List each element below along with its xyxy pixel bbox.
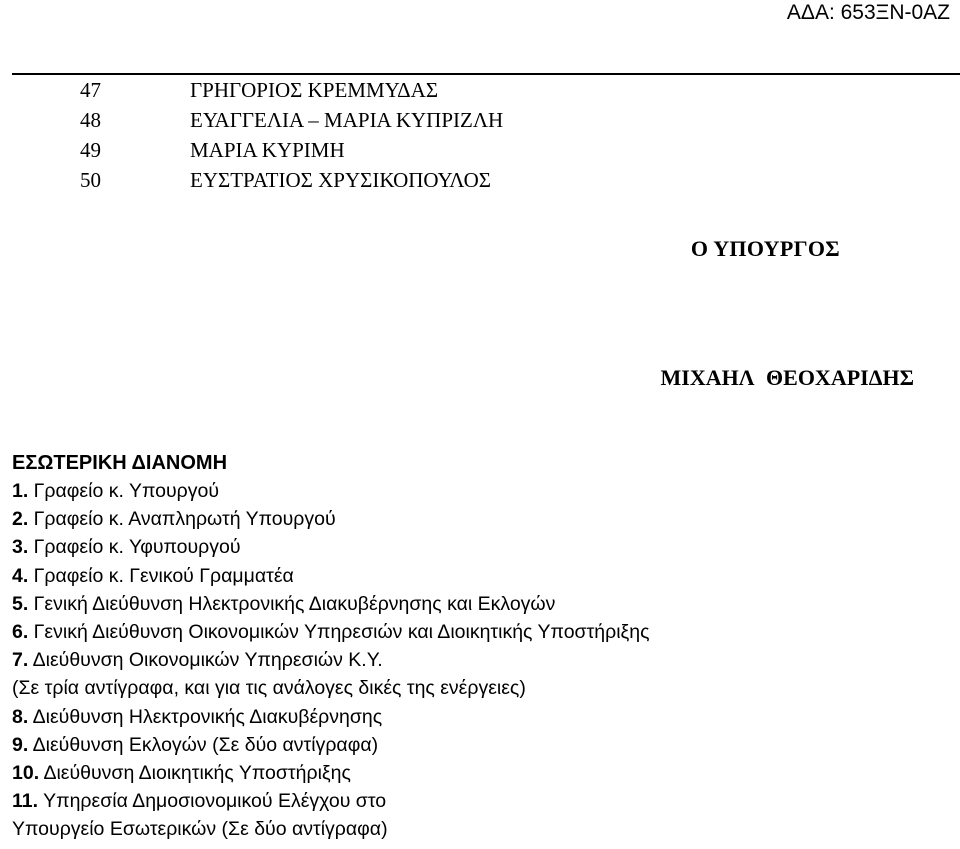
item-text: Γενική Διεύθυνση Ηλεκτρονικής Διακυβέρνησης και Εκλογών [28, 592, 556, 615]
item-text: Διεύθυνση Οικονομικών Υπηρεσιών Κ.Υ. [28, 649, 383, 672]
item-number: 2. [12, 508, 29, 531]
names-table [12, 73, 960, 195]
list-item [12, 618, 942, 646]
list-item [12, 787, 942, 815]
item-number: 11. [12, 790, 39, 813]
item-text: Γραφείο κ. Υφυπουργού [28, 536, 241, 559]
item-number: 1. [12, 480, 29, 502]
row-name: ΓΡΗΓΟΡΙΟΣ ΚΡΕΜΜΥΔΑΣ [190, 77, 439, 102]
signatory-title: Ο ΥΠΟΥΡΓΟΣ [690, 236, 840, 261]
ada-code: ΑΔΑ: 653ΞΝ-0ΑΖ [786, 1, 950, 24]
item-number: 9. [12, 733, 29, 756]
item-text: Διεύθυνση Διοικητικής Υποστήριξης [39, 762, 351, 785]
internal-distribution [12, 449, 942, 844]
distribution-heading: ΕΣΩΤΕΡΙΚΗ ΔΙΑΝΟΜΗ [12, 452, 228, 474]
list-item [12, 703, 942, 731]
list-item [12, 590, 942, 618]
row-name: ΜΑΡΙΑ ΚΥΡΙΜΗ [190, 137, 345, 162]
signatory-name: ΜΙΧΑΗΛ ΘΕΟΧΑΡΙΔΗΣ [660, 365, 914, 390]
table-row [12, 75, 960, 105]
item-number: 4. [12, 564, 29, 587]
list-item [12, 759, 942, 787]
item-number: 7. [12, 649, 29, 672]
item-number: 10. [12, 762, 40, 785]
list-item [12, 815, 942, 843]
table-row [12, 165, 960, 195]
item-number: 6. [12, 621, 29, 644]
row-number: 48 [80, 107, 101, 132]
list-item [12, 505, 942, 533]
item-number: 3. [12, 536, 29, 559]
item-number: 8. [12, 705, 29, 728]
list-item [12, 533, 942, 561]
row-name: ΕΥΣΤΡΑΤΙΟΣ ΧΡΥΣΙΚΟΠΟΥΛΟΣ [190, 167, 492, 192]
item-text: Υπουργείο Εσωτερικών (Σε δύο αντίγραφα) [12, 818, 388, 841]
item-text: Υπηρεσία Δημοσιονομικού Ελέγχου στο [38, 790, 387, 813]
item-text: Διεύθυνση Ηλεκτρονικής Διακυβέρνησης [28, 705, 383, 728]
item-text: Γραφείο κ. Αναπληρωτή Υπουργού [28, 508, 336, 531]
list-item [12, 477, 942, 505]
item-text: (Σε τρία αντίγραφα, και για τις ανάλογες δικές της ενέργειες) [12, 677, 526, 700]
row-number: 47 [80, 77, 101, 102]
row-number: 50 [80, 167, 101, 192]
list-item [12, 646, 942, 674]
table-row [12, 135, 960, 165]
item-text: Γραφείο κ. Υπουργού [28, 480, 219, 502]
row-number: 49 [80, 137, 101, 162]
row-name: ΕΥΑΓΓΕΛΙΑ – ΜΑΡΙΑ ΚΥΠΡΙΖΛΗ [190, 107, 504, 132]
table-row [12, 105, 960, 135]
item-text: Γενική Διεύθυνση Οικονομικών Υπηρεσιών και Διοικητικής Υποστήριξης [28, 621, 650, 644]
item-text: Διεύθυνση Εκλογών (Σε δύο αντίγραφα) [28, 733, 379, 756]
list-item [12, 562, 942, 590]
list-item [12, 674, 942, 702]
item-number: 5. [12, 592, 29, 615]
list-item [12, 731, 942, 759]
item-text: Γραφείο κ. Γενικού Γραμματέα [28, 564, 294, 587]
